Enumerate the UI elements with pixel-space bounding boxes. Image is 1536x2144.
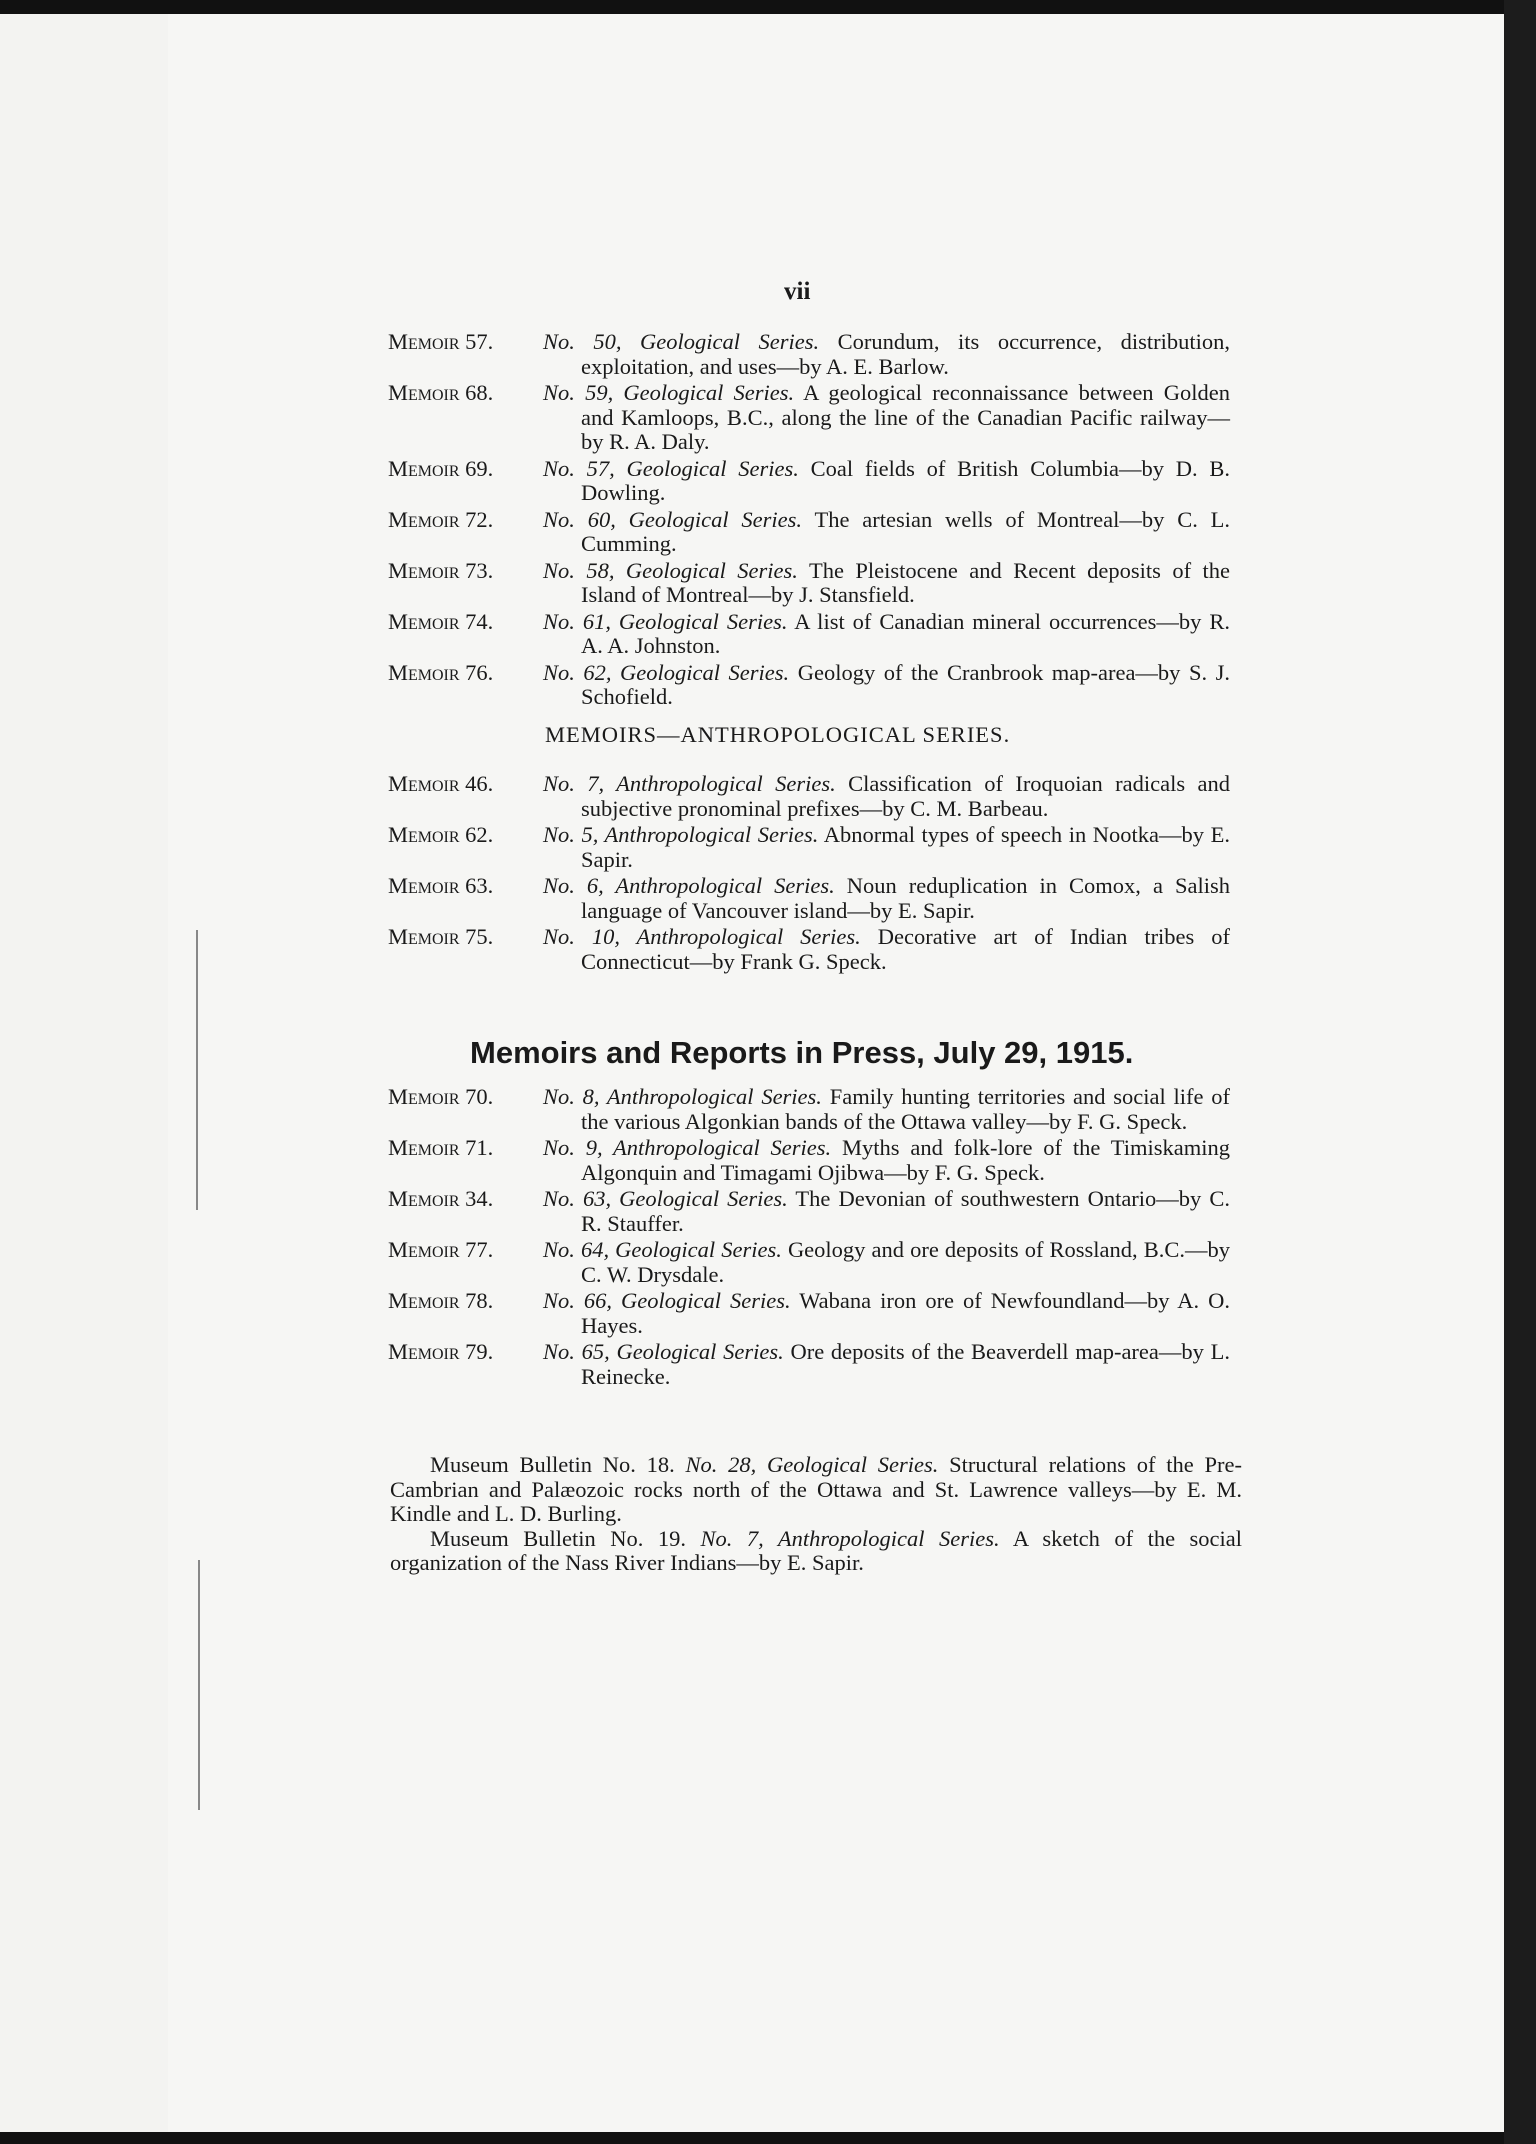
memoir-entry: [388, 1289, 1230, 1338]
memoir-entry: [388, 610, 1230, 659]
memoir-entry: [388, 1136, 1230, 1185]
memoir-text: [543, 1289, 1230, 1338]
memoir-title: The artesian wells of Montreal—by C. L. Cumming.: [581, 506, 1231, 556]
series-name: No. 58, Geological Series.: [543, 557, 798, 583]
series-name: No. 10, Anthropological Series.: [543, 924, 861, 949]
bulletin-lead: Museum Bulletin No. 19.: [430, 1525, 686, 1551]
series-name: No. 9, Anthropological Series.: [543, 1135, 832, 1160]
series-name: No. 59, Geological Series.: [543, 380, 795, 405]
memoir-title: The Devonian of southwestern Ontario—by C. R. Stauffer.: [581, 1186, 1230, 1236]
binding-mark: [198, 1560, 200, 1810]
memoir-title: Coal fields of British Columbia—by D. B. Dowling.: [581, 455, 1230, 505]
series-name: No. 66, Geological Series.: [543, 1288, 791, 1313]
series-name: No. 62, Geological Series.: [543, 659, 790, 685]
series-name: No. 64, Geological Series.: [543, 1237, 782, 1262]
memoir-text: [543, 925, 1230, 974]
memoir-text: [543, 1340, 1230, 1389]
memoir-label: Memoir 46.: [388, 771, 494, 796]
memoir-label: Memoir 72.: [388, 506, 494, 532]
memoir-text: [543, 1187, 1230, 1236]
memoir-label: Memoir 69.: [388, 455, 494, 481]
bulletin-paragraph: [390, 1527, 1242, 1576]
memoir-text: [543, 1136, 1230, 1185]
bulletin-paragraph: [390, 1453, 1242, 1527]
memoir-title: Myths and folk-lore of the Timiskaming Algonquin and Timagami Ojibwa—by F. G. Speck.: [581, 1135, 1231, 1185]
bulletin-text: Structural relations of the Pre-Cambrian and Palæozoic rocks north of the Ottawa and St. Lawrence valleys—by E. M. Kindle and L. D. Burling.: [390, 1452, 1243, 1526]
memoir-text: [543, 610, 1230, 659]
series-name: No. 57, Geological Series.: [543, 455, 799, 481]
memoir-title: A geological reconnaissance between Golden and Kamloops, B.C., along the line of the Canadian Pacific railway—by R. A. Daly.: [581, 380, 1230, 454]
memoir-title: A list of Canadian mineral occurrences—by R. A. A. Johnston.: [581, 608, 1230, 658]
series-name: No. 50, Geological Series.: [543, 329, 820, 354]
memoir-entry: [388, 330, 1230, 379]
memoir-label: Memoir 70.: [388, 1084, 494, 1109]
series-name: No. 28, Geological Series.: [685, 1452, 939, 1477]
memoir-title: Abnormal types of speech in Nootka—by E. Sapir.: [581, 822, 1230, 872]
press-heading: Memoirs and Reports in Press, July 29, 1915.: [470, 1035, 1134, 1070]
memoir-label: Memoir 34.: [388, 1186, 494, 1211]
page-edge-shadow: [1504, 0, 1536, 2144]
memoir-text: [543, 823, 1230, 872]
geological-memoir-list: [388, 330, 1230, 712]
left-gutter: [0, 14, 168, 2132]
memoir-label: Memoir 75.: [388, 924, 494, 949]
memoir-text: [543, 508, 1230, 557]
memoir-entry: [388, 823, 1230, 872]
memoir-entry: [388, 1085, 1230, 1134]
memoir-entry: [388, 925, 1230, 974]
memoir-entry: [388, 1340, 1230, 1389]
section-heading: MEMOIRS—ANTHROPOLOGICAL SERIES.: [545, 722, 1011, 747]
memoir-text: [543, 1085, 1230, 1134]
memoir-entry: [388, 661, 1230, 710]
memoir-text: [543, 457, 1230, 506]
memoir-text: [543, 772, 1230, 821]
series-name: No. 7, Anthropological Series.: [700, 1525, 1000, 1551]
memoir-text: [543, 330, 1230, 379]
memoir-label: Memoir 73.: [388, 557, 494, 583]
memoir-label: Memoir 57.: [388, 329, 494, 354]
memoir-text: [543, 1238, 1230, 1287]
series-name: No. 6, Anthropological Series.: [543, 873, 835, 898]
memoir-text: [543, 559, 1230, 608]
memoir-title: Wabana iron ore of Newfoundland—by A. O. Hayes.: [581, 1288, 1230, 1338]
memoir-title: Corundum, its occurrence, distribution, exploitation, and uses—by A. E. Barlow.: [581, 329, 1230, 379]
memoir-label: Memoir 74.: [388, 608, 494, 634]
memoir-text: [543, 381, 1230, 455]
memoir-title: Classification of Iroquoian radicals and subjective pronominal prefixes—by C. M. Barbeau.: [581, 771, 1230, 821]
memoir-title: Decorative art of Indian tribes of Connecticut—by Frank G. Speck.: [581, 924, 1231, 974]
series-name: No. 5, Anthropological Series.: [543, 822, 819, 847]
binding-mark: [196, 930, 198, 1210]
memoir-text: [543, 661, 1230, 710]
memoir-entry: [388, 381, 1230, 455]
anthropological-memoir-list: [388, 772, 1230, 976]
memoir-entry: [388, 772, 1230, 821]
memoir-title: Geology of the Cranbrook map-area—by S. J. Schofield.: [581, 659, 1230, 709]
memoir-entry: [388, 559, 1230, 608]
memoir-title: The Pleistocene and Recent deposits of the Island of Montreal—by J. Stansfield.: [581, 557, 1230, 607]
memoir-entry: [388, 874, 1230, 923]
memoir-label: Memoir 76.: [388, 659, 494, 685]
series-name: No. 8, Anthropological Series.: [543, 1084, 822, 1109]
page-number: vii: [784, 278, 811, 305]
memoir-title: Noun reduplication in Comox, a Salish language of Vancouver island—by E. Sapir.: [581, 873, 1230, 923]
memoir-label: Memoir 63.: [388, 873, 494, 898]
memoir-label: Memoir 77.: [388, 1237, 494, 1262]
memoir-label: Memoir 71.: [388, 1135, 494, 1160]
series-name: No. 63, Geological Series.: [543, 1186, 788, 1211]
memoir-label: Memoir 68.: [388, 380, 494, 405]
series-name: No. 7, Anthropological Series.: [543, 771, 836, 796]
memoir-text: [543, 874, 1230, 923]
memoir-entry: [388, 508, 1230, 557]
series-name: No. 61, Geological Series.: [543, 608, 788, 634]
memoir-entry: [388, 457, 1230, 506]
press-memoir-list: [388, 1085, 1230, 1391]
series-name: No. 65, Geological Series.: [543, 1339, 784, 1364]
memoir-entry: [388, 1187, 1230, 1236]
series-name: No. 60, Geological Series.: [543, 506, 803, 532]
memoir-title: Geology and ore deposits of Rossland, B.C.—by C. W. Drysdale.: [581, 1237, 1231, 1287]
memoir-title: Ore deposits of the Beaverdell map-area—by L. Reinecke.: [581, 1339, 1230, 1389]
museum-bulletins: [390, 1453, 1242, 1576]
memoir-label: Memoir 79.: [388, 1339, 494, 1364]
memoir-label: Memoir 62.: [388, 822, 494, 847]
bulletin-text: A sketch of the social organization of the Nass River Indians—by E. Sapir.: [390, 1525, 1243, 1575]
bulletin-lead: Museum Bulletin No. 18.: [430, 1452, 675, 1477]
memoir-title: Family hunting territories and social life of the various Algonkian bands of the Ottawa valley—by F. G. Speck.: [581, 1084, 1231, 1134]
memoir-label: Memoir 78.: [388, 1288, 494, 1313]
memoir-entry: [388, 1238, 1230, 1287]
